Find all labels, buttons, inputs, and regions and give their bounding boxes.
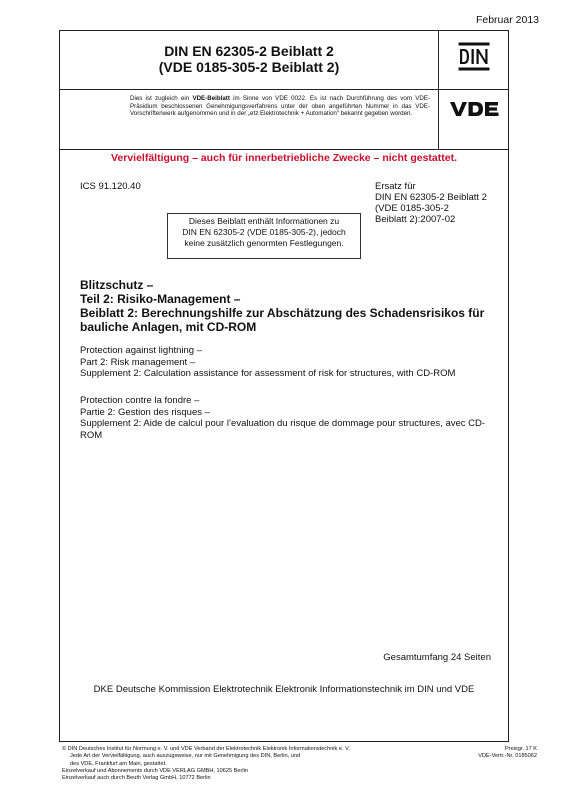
standard-number (60, 43, 438, 75)
standard-number-line1: DIN EN 62305-2 Beiblatt 2 (164, 43, 334, 59)
english-title-line: Part 2: Risk management – (80, 356, 196, 368)
french-title-line: Supplement 2: Aide de calcul pour l’evaluation du risque de dommage pour structures, avec CD-ROM (80, 418, 486, 441)
price-group: Preisgr. 17 K (504, 746, 537, 752)
english-title-line: Supplement 2: Calculation assistance for assessment of risk for structures, with CD-ROM (80, 368, 456, 379)
replaces-block (375, 181, 487, 225)
footer-order-info (478, 746, 537, 761)
info-box-line: DIN EN 62305-2 (VDE 0185-305-2), jedoch (182, 227, 346, 237)
total-pages: Gesamtumfang 24 Seiten (383, 652, 491, 663)
replaces-line: (VDE 0185-305-2 (375, 203, 449, 214)
footer-line: des VDE, Frankfurt am Main, gestattet. (70, 760, 167, 767)
replaces-line: Beiblatt 2):2007-02 (375, 214, 456, 225)
standard-number-row (60, 31, 508, 90)
footer-line: Einzelverkauf auch durch Beuth Verlag GmbH, 10772 Berlin (62, 775, 211, 782)
publication-date: Februar 2013 (475, 14, 539, 26)
din-logo (458, 42, 490, 71)
french-title (80, 395, 500, 441)
footer-line: © DIN Deutsches Institut für Normung e. V. und VDE Verband der Elektrotechnik Elektronik Informationstechnik e. V. (62, 746, 350, 752)
vde-note (130, 95, 430, 118)
replaces-line: DIN EN 62305-2 Beiblatt 2 (375, 192, 487, 203)
vde-note-bold: VDE-Beiblatt (192, 95, 230, 102)
vde-order-number: VDE-Vertr.-Nr. 0185062 (478, 753, 537, 760)
vde-note-row (60, 89, 508, 150)
german-title (80, 278, 500, 334)
german-title-line: Teil 2: Risiko-Management – (80, 292, 241, 306)
cover-frame (59, 30, 509, 742)
info-box (167, 213, 361, 259)
info-box-line: Dieses Beiblatt enthält Informationen zu (188, 216, 340, 226)
french-title-line: Protection contre la fondre – (80, 395, 200, 406)
info-box-line: keine zusätzlich genormten Festlegungen. (184, 238, 344, 248)
footer-line: Jede Art der Vervielfältigung, auch auszugsweise, nur mit Genehmigung des DIN, Berlin, und (70, 753, 301, 760)
english-title-line: Protection against lightning – (80, 345, 202, 356)
reproduction-warning: Vervielfältigung – auch für innerbetriebliche Zwecke – nicht gestattet. (110, 152, 457, 164)
vde-note-prefix: Dies ist zugleich ein (130, 95, 193, 102)
english-title (80, 345, 500, 380)
footer-copyright (62, 746, 422, 782)
vde-logo (449, 98, 503, 120)
footer-line: Einzelverkauf und Abonnements durch VDE VERLAG GMBH, 10625 Berlin (62, 767, 248, 774)
standard-number-line2: (VDE 0185-305-2 Beiblatt 2) (158, 59, 340, 75)
vde-note-rest: im Sinne von VDE 0022. Es ist nach Durchführung des vom VDE-Präsidium beschlossenen Genehmigungsverfahrens unter der oben angeführten Nummer in das VDE-Vorschriftenwerk aufgenommen und in der „etz Elektrotechnik + Automation“ bekannt gegeben worden. (130, 95, 430, 118)
dke-line: DKE Deutsche Kommission Elektrotechnik Elektronik Informationstechnik im DIN und VDE (93, 684, 475, 695)
german-title-line: Blitzschutz – (80, 278, 154, 292)
ics-code: ICS 91.120.40 (80, 181, 141, 192)
german-title-line: Beiblatt 2: Berechnungshilfe zur Abschätzung des Schadensrisikos für bauliche Anlagen, mit CD-ROM (80, 306, 485, 334)
replaces-line: Ersatz für (375, 181, 416, 192)
french-title-line: Partie 2: Gestion des risques – (80, 406, 210, 418)
